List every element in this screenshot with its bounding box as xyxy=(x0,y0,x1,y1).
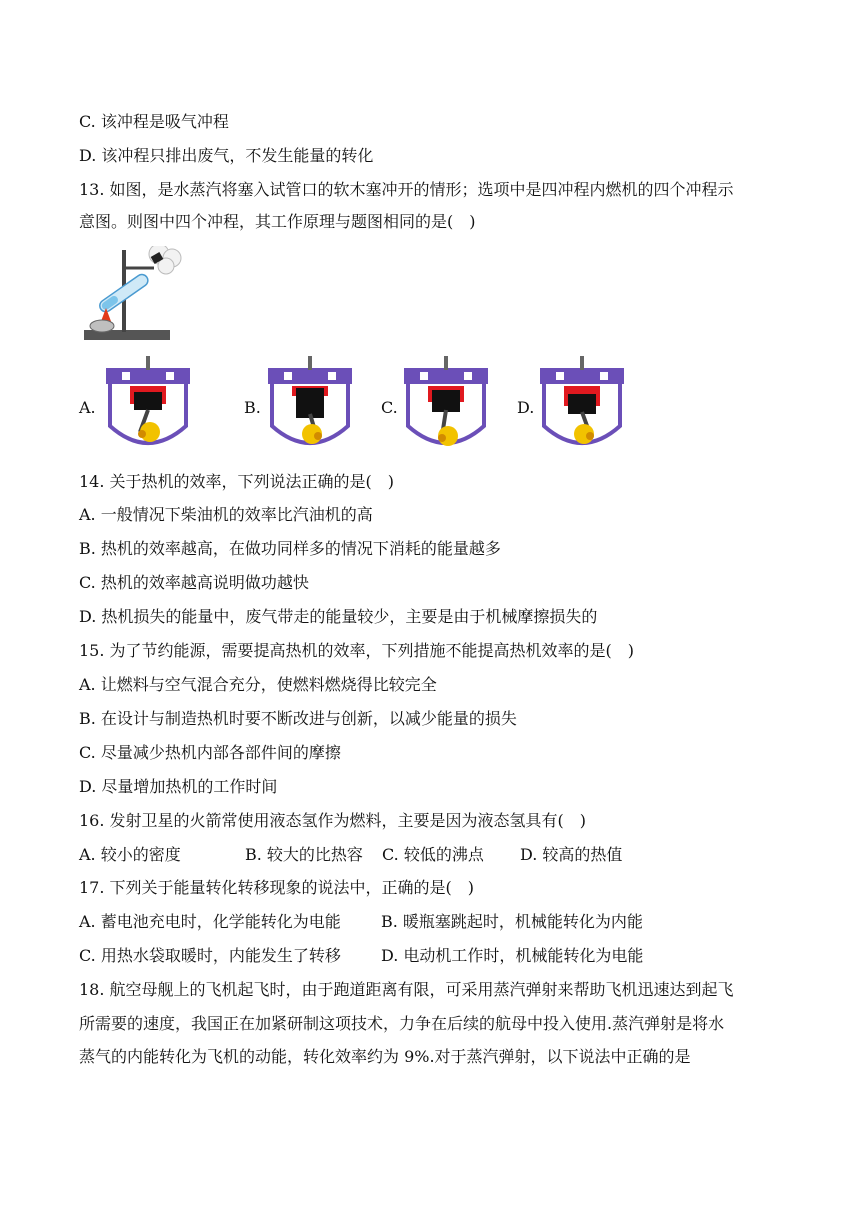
question-16-option-b: B. 较大的比热容 xyxy=(245,845,363,864)
question-17-option-a: A. 蓄电池充电时，化学能转化为电能 xyxy=(79,912,341,931)
question-16-options xyxy=(79,845,622,865)
question-18-line-2: 所需要的速度，我国正在加紧研制这项技术，力争在后续的航母中投入使用.蒸汽弹射是将水 xyxy=(79,1014,725,1033)
question-13-line-1: 13. 如图，是水蒸汽将塞入试管口的软木塞冲开的情形；选项中是四冲程内燃机的四个冲程示 xyxy=(79,180,734,199)
question-14-option-d: D. 热机损失的能量中，废气带走的能量较少，主要是由于机械摩擦损失的 xyxy=(79,607,598,626)
question-15-option-d: D. 尽量增加热机的工作时间 xyxy=(79,777,278,796)
question-17-options-row-2 xyxy=(79,946,643,966)
question-17: 17. 下列关于能量转化转移现象的说法中，正确的是( ) xyxy=(79,878,475,897)
option-b-label: B. xyxy=(244,398,261,417)
question-17-option-b: B. 暖瓶塞跳起时，机械能转化为内能 xyxy=(381,912,643,931)
question-14-option-c: C. 热机的效率越高说明做功越快 xyxy=(79,573,309,592)
question-16-option-a: A. 较小的密度 xyxy=(79,845,181,864)
engine-diagram-c xyxy=(398,352,494,456)
question-17-option-c: C. 用热水袋取暖时，内能发生了转移 xyxy=(79,946,341,965)
engine-diagram-d xyxy=(534,352,630,456)
engine-diagram-b xyxy=(262,352,358,456)
engine-diagram-a xyxy=(100,352,196,456)
test-tube-apparatus-figure xyxy=(84,246,184,342)
question-13-line-2: 意图。则图中四个冲程，其工作原理与题图相同的是( ) xyxy=(79,212,476,231)
question-17-options-row-1 xyxy=(79,912,643,932)
option-a-label: A. xyxy=(79,398,96,417)
question-15-option-b: B. 在设计与制造热机时要不断改进与创新，以减少能量的损失 xyxy=(79,709,517,728)
option-d-label: D. xyxy=(517,398,535,417)
question-16-option-c: C. 较低的沸点 xyxy=(382,845,484,864)
question-18-line-3: 蒸气的内能转化为飞机的动能，转化效率约为 9%.对于蒸汽弹射，以下说法中正确的是 xyxy=(79,1047,691,1066)
question-17-option-d: D. 电动机工作时，机械能转化为电能 xyxy=(381,946,644,965)
question-15-option-c: C. 尽量减少热机内部各部件间的摩擦 xyxy=(79,743,341,762)
question-16: 16. 发射卫星的火箭常使用液态氢作为燃料，主要是因为液态氢具有( ) xyxy=(79,811,587,830)
question-16-option-d: D. 较高的热值 xyxy=(520,845,623,864)
question-14: 14. 关于热机的效率，下列说法正确的是( ) xyxy=(79,472,395,491)
question-15: 15. 为了节约能源，需要提高热机的效率，下列措施不能提高热机效率的是( ) xyxy=(79,641,635,660)
question-14-option-b: B. 热机的效率越高，在做功同样多的情况下消耗的能量越多 xyxy=(79,539,501,558)
question-18-line-1: 18. 航空母舰上的飞机起飞时，由于跑道距离有限，可采用蒸汽弹射来帮助飞机迅速达到起飞 xyxy=(79,980,734,999)
option-c-label: C. xyxy=(381,398,398,417)
line-2: D. 该冲程只排出废气，不发生能量的转化 xyxy=(79,146,374,165)
question-15-option-a: A. 让燃料与空气混合充分，使燃料燃烧得比较完全 xyxy=(79,675,437,694)
question-14-option-a: A. 一般情况下柴油机的效率比汽油机的高 xyxy=(79,505,373,524)
line-1: C. 该冲程是吸气冲程 xyxy=(79,112,229,131)
